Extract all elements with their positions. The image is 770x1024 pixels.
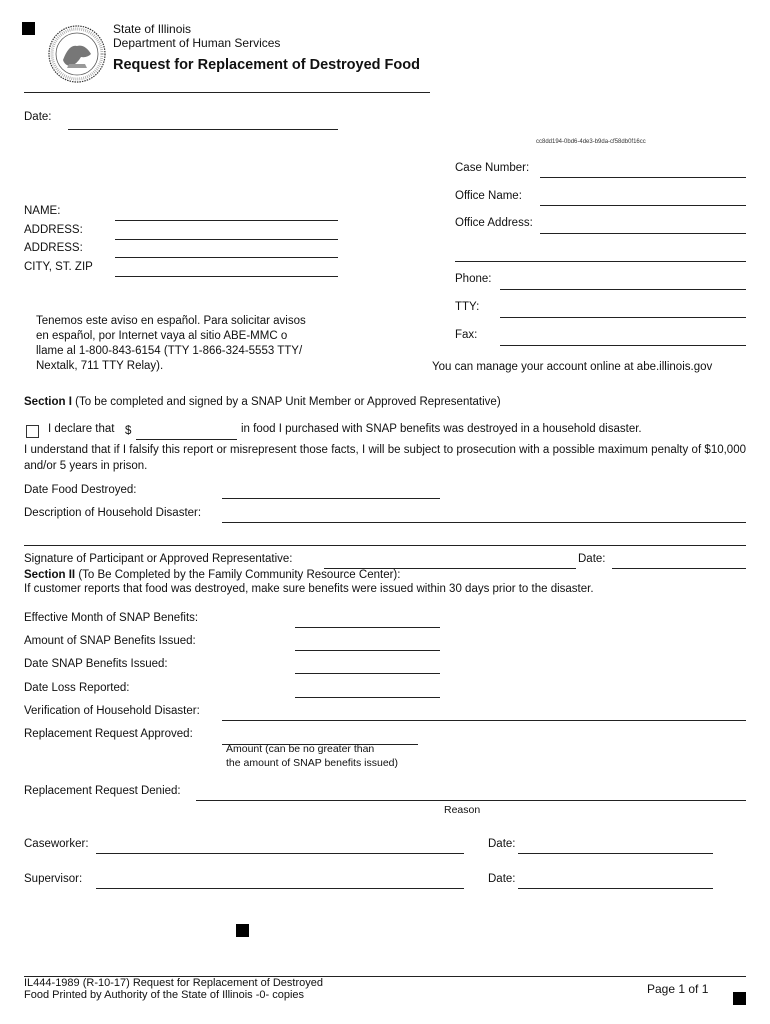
signature-date-label: Date: [578,553,606,565]
section-1-title: Section I [24,396,72,408]
header-rule [24,92,430,93]
verification-field[interactable] [222,707,746,721]
online-account-note: You can manage your account online at abe.illinois.gov [432,361,713,373]
caseworker-label: Caseworker: [24,838,89,850]
city-state-zip-field[interactable] [115,263,338,277]
dollar-sign: $ [125,425,132,437]
amount-issued-label: Amount of SNAP Benefits Issued: [24,635,196,647]
section-2-title: Section II [24,569,76,581]
date-field[interactable] [68,116,338,130]
date-label: Date: [24,111,52,123]
supervisor-date-field[interactable] [518,875,713,889]
fax-label: Fax: [455,329,478,341]
falsify-warning: I understand that if I falsify this report or misrepresent those facts, I will be subject to prosecution with a possible maximum penalty of $10,000 and/or 5 years in prison. [24,444,746,472]
declare-suffix: in food I purchased with SNAP benefits was destroyed in a household disaster. [241,423,642,435]
registration-mark-bottom-right [733,992,746,1005]
effective-month-field[interactable] [295,614,440,628]
signature-label: Signature of Participant or Approved Representative: [24,553,293,565]
spanish-notice-line-1: Tenemos este aviso en español. Para solicitar avisos [36,315,306,327]
name-field[interactable] [115,207,338,221]
case-number-label: Case Number: [455,162,530,174]
caseworker-field[interactable] [96,840,464,854]
spanish-notice-line-4: Nextalk, 711 TTY Relay). [36,360,164,372]
approved-label: Replacement Request Approved: [24,728,193,740]
address-label-1: ADDRESS: [24,224,83,236]
registration-mark-bottom-center [236,924,249,937]
form-title: Request for Replacement of Destroyed Food [113,57,420,73]
spanish-notice-line-2: en español, por Internet vaya al sitio ABE-MMC o [36,330,288,342]
header-state: State of Illinois [113,22,192,36]
office-name-label: Office Name: [455,190,522,202]
tty-field[interactable] [500,304,746,318]
supervisor-date-label: Date: [488,873,516,885]
amount-issued-field[interactable] [295,637,440,651]
office-address-field[interactable] [540,220,746,234]
phone-label: Phone: [455,273,492,285]
header-department: Department of Human Services [113,36,281,50]
date-issued-field[interactable] [295,660,440,674]
signature-field[interactable] [324,555,576,569]
date-loss-label: Date Loss Reported: [24,682,130,694]
disaster-description-field-2[interactable] [24,532,746,546]
address-label-2: ADDRESS: [24,242,83,254]
date-loss-field[interactable] [295,684,440,698]
date-destroyed-field[interactable] [222,485,440,499]
supervisor-label: Supervisor: [24,873,83,885]
phone-field[interactable] [500,276,746,290]
signature-date-field[interactable] [612,555,746,569]
case-number-field[interactable] [540,164,746,178]
form-id-line-1: IL444-1989 (R-10-17) Request for Replacement of Destroyed [24,977,323,989]
form-id-line-2: Food Printed by Authority of the State of Illinois -0- copies [24,989,305,1001]
verification-label: Verification of Household Disaster: [24,705,200,717]
declare-amount-field[interactable] [136,426,237,440]
date-destroyed-label: Date Food Destroyed: [24,484,137,496]
spanish-notice-line-3: llame al 1-800-843-6154 (TTY 1-866-324-5553 TTY/ [36,345,303,357]
section-1-subtitle: (To be completed and signed by a SNAP Unit Member or Approved Representative) [71,396,501,408]
address-field-1[interactable] [115,226,338,240]
caseworker-date-label: Date: [488,838,516,850]
registration-mark-top-left [22,22,35,35]
section-2-note: If customer reports that food was destroyed, make sure benefits were issued within 30 days prior to the disaster. [24,583,594,595]
amount-note-line-2: the amount of SNAP benefits issued) [226,757,398,769]
fax-field[interactable] [500,332,746,346]
city-state-zip-label: CITY, ST. ZIP [24,261,93,273]
name-label: NAME: [24,205,61,217]
disaster-description-label: Description of Household Disaster: [24,507,202,519]
section-1-heading [24,396,501,408]
state-seal-logo [47,24,107,84]
amount-note-line-1: Amount (can be no greater than [226,743,375,755]
declare-prefix: I declare that [48,423,115,435]
caseworker-date-field[interactable] [518,840,713,854]
disaster-description-field[interactable] [222,509,746,523]
office-address-field-2[interactable] [455,248,746,262]
document-id: cc8dd194-0bd6-4de3-b9da-cf58db0f16cc [536,139,646,145]
section-2-subtitle: (To Be Completed by the Family Community Resource Center): [75,569,401,581]
denied-label: Replacement Request Denied: [24,785,181,797]
supervisor-field[interactable] [96,875,464,889]
tty-label: TTY: [455,301,480,313]
declare-checkbox[interactable] [26,425,39,438]
address-field-2[interactable] [115,244,338,258]
page-number: Page 1 of 1 [647,982,709,996]
effective-month-label: Effective Month of SNAP Benefits: [24,612,199,624]
denied-reason-field[interactable] [196,787,746,801]
office-address-label: Office Address: [455,217,533,229]
date-issued-label: Date SNAP Benefits Issued: [24,658,168,670]
office-name-field[interactable] [540,192,746,206]
reason-caption: Reason [444,804,481,816]
section-2-heading [24,569,400,581]
